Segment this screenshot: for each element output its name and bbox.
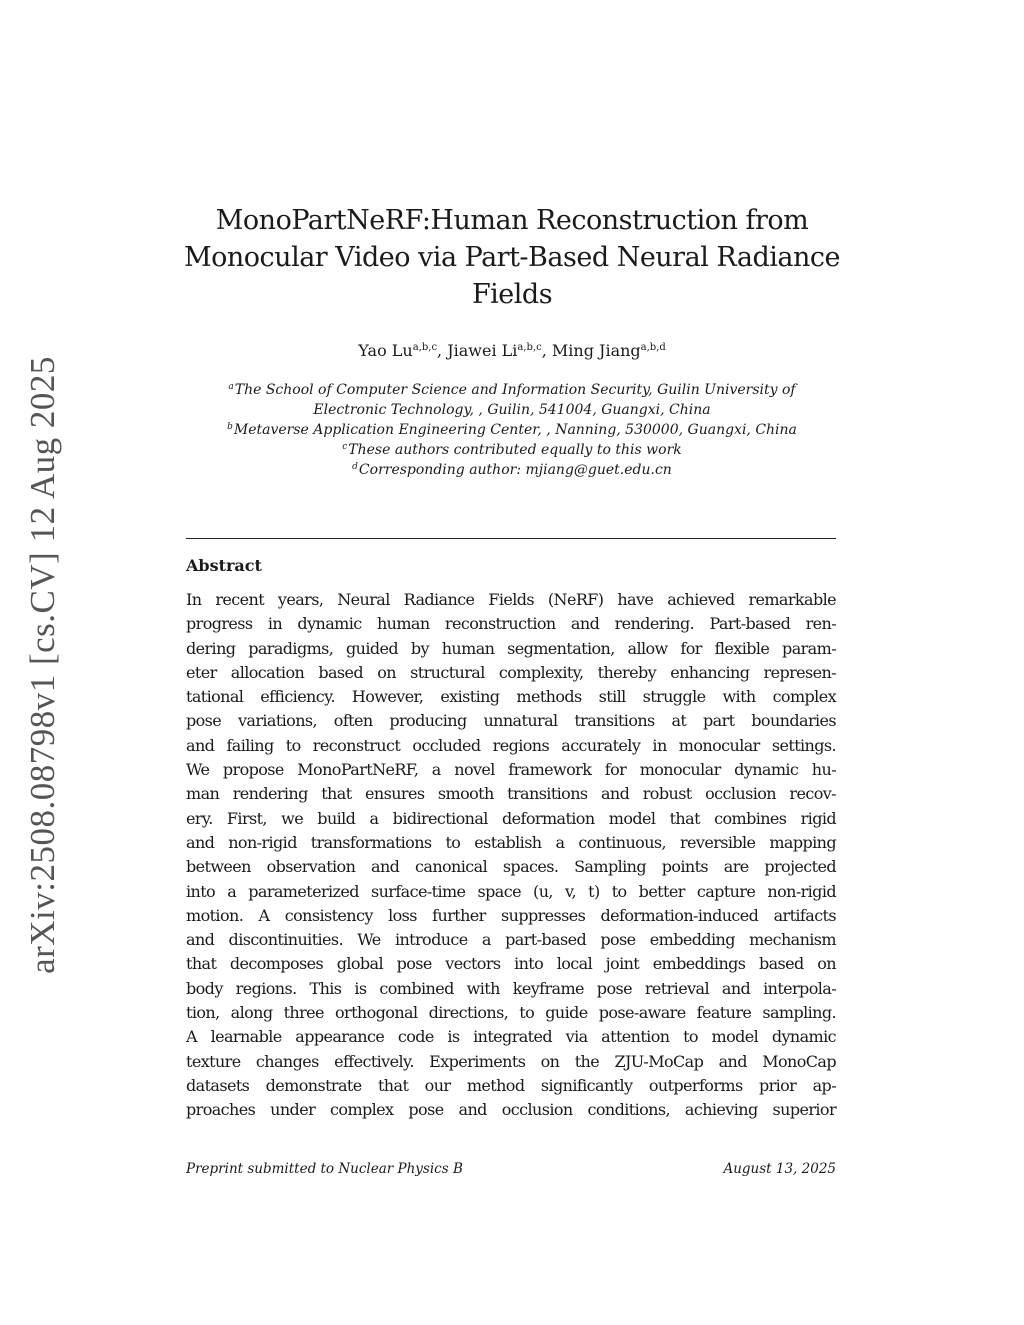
abstract-line: In recent years, Neural Radiance Fields (NeRF) have achieved remarkable xyxy=(186,590,836,609)
abstract-body xyxy=(186,588,836,1123)
abstract-line: and failing to reconstruct occluded regions accurately in monocular settings. xyxy=(186,735,836,755)
preprint-notice: Preprint submitted to Nuclear Physics B xyxy=(186,1161,463,1177)
abstract-line: A learnable appearance code is integrated via attention to model dynamic xyxy=(186,1027,836,1047)
abstract-line: proaches under complex pose and occlusion conditions, achieving superior xyxy=(186,1100,836,1120)
paper-title xyxy=(180,202,844,313)
author-affiliation-marks: a,b,c xyxy=(412,342,438,353)
affiliation-text: The School of Computer Science and Information Security, Guilin University of xyxy=(234,382,796,398)
abstract-line: tion, along three orthogonal directions, to guide pose-aware feature sampling. xyxy=(186,1003,836,1023)
abstract-line: datasets demonstrate that our method significantly outperforms prior ap- xyxy=(186,1075,836,1095)
affiliation-line xyxy=(180,420,844,440)
abstract-line: and non-rigid transformations to establish a continuous, reversible mapping xyxy=(186,832,836,852)
affiliation-text: Corresponding author: mjiang@guet.edu.cn xyxy=(358,462,672,478)
abstract-line: body regions. This is combined with keyframe pose retrieval and interpola- xyxy=(186,978,836,998)
author-list xyxy=(180,340,844,362)
affiliation-text: These authors contributed equally to this work xyxy=(348,442,682,458)
affiliation-text: Metaverse Application Engineering Center, , Nanning, 530000, Guangxi, China xyxy=(233,422,797,438)
arxiv-identifier-stamp xyxy=(18,356,68,974)
affiliation-mark: b xyxy=(227,422,233,432)
abstract-divider xyxy=(186,538,836,539)
abstract-heading: Abstract xyxy=(186,556,262,575)
author-name: Yao Lu xyxy=(358,341,413,360)
author-name: Jiawei Li xyxy=(447,341,518,360)
author-affiliation-marks: a,b,d xyxy=(640,342,666,353)
abstract-line: man rendering that ensures smooth transitions and robust occlusion recov- xyxy=(186,784,836,804)
abstract-line: We propose MonoPartNeRF, a novel framework for monocular dynamic hu- xyxy=(186,760,836,780)
abstract-line: progress in dynamic human reconstruction and rendering. Part-based ren- xyxy=(186,614,836,634)
abstract-line: between observation and canonical spaces. Sampling points are projected xyxy=(186,857,836,877)
affiliation-text: Electronic Technology, , Guilin, 541004, Guangxi, China xyxy=(313,402,711,418)
abstract-line: pose variations, often producing unnatural transitions at part boundaries xyxy=(186,711,836,731)
author-affiliation-marks: a,b,c xyxy=(517,342,542,353)
affiliation-mark: d xyxy=(352,462,358,472)
affiliation-line xyxy=(180,440,844,460)
abstract-line: motion. A consistency loss further suppresses deformation-induced artifacts xyxy=(186,905,836,925)
author-name: Ming Jiang xyxy=(551,341,641,360)
affiliation-line xyxy=(180,460,844,480)
abstract-line: dering paradigms, guided by human segmentation, allow for flexible param- xyxy=(186,638,836,658)
footer-date: August 13, 2025 xyxy=(723,1161,836,1177)
abstract-line: that decomposes global pose vectors into local joint embeddings based on xyxy=(186,954,836,974)
title-line: MonoPartNeRF:Human Reconstruction from xyxy=(215,205,809,236)
title-line: Monocular Video via Part-Based Neural Radiance xyxy=(184,242,840,273)
abstract-line: ery. First, we build a bidirectional deformation model that combines rigid xyxy=(186,808,836,828)
author-separator: , xyxy=(541,341,552,360)
abstract-line: texture changes effectively. Experiments on the ZJU-MoCap and MonoCap xyxy=(186,1051,836,1071)
arxiv-identifier-text: arXiv:2508.08798v1 [cs.CV] 12 Aug 2025 xyxy=(23,356,63,974)
affiliation-line xyxy=(180,400,844,420)
abstract-line: into a parameterized surface-time space (u, v, t) to better capture non-rigid xyxy=(186,881,836,901)
title-line: Fields xyxy=(471,279,553,310)
affiliation-line xyxy=(180,380,844,400)
abstract-line: and discontinuities. We introduce a part-based pose embedding mechanism xyxy=(186,930,836,950)
abstract-line: tational efficiency. However, existing methods still struggle with complex xyxy=(186,687,836,707)
affiliation-mark: a xyxy=(228,382,234,392)
affiliation-mark: c xyxy=(342,442,348,452)
abstract-line: eter allocation based on structural complexity, thereby enhancing represen- xyxy=(186,662,836,682)
author-separator: , xyxy=(437,341,448,360)
affiliation-list xyxy=(180,380,844,480)
